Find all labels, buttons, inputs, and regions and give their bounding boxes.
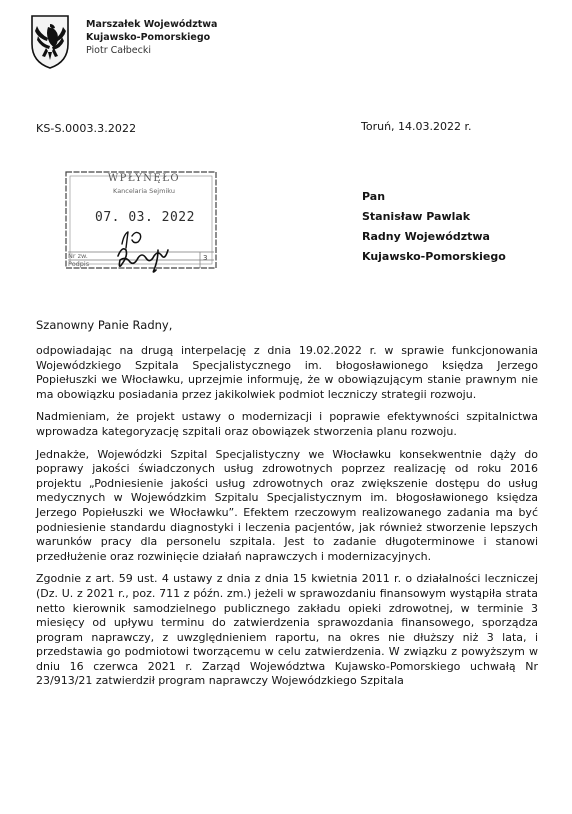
stamp-title: WPŁYNĘŁO: [107, 173, 181, 184]
header-name: Piotr Całbecki: [86, 45, 152, 56]
document-reference: KS-S.0003.3.2022: [36, 122, 137, 135]
addressee-line2: Stanisław Pawlak: [362, 210, 471, 223]
paragraph-4: Zgodnie z art. 59 ust. 4 ustawy z dnia z dnia 15 kwietnia 2011 r. o działalności leczniczej (Dz. U. z 2021 r., poz. 711 z późn. zm.) jeżeli w sprawozdaniu finansowym wystąpiła strata netto kierownik samodzielnego publicznego zakładu opieki zdrowotnej, w terminie 3 miesięcy od upływu terminu do zatwierdzenia sprawozdania finansowego, sporządza program naprawczy, z uwzględnieniem raportu, na okres nie dłuższy niż 3 lata, i przedstawia go podmiotowi tworzącemu w celu zatwierdzenia. W związku z powyższym w dniu 16 czerwca 2021 r. Zarząd Województwa Kujawsko-Pomorskiego uchwałą Nr 23/913/21 zatwierdził program naprawczy Wojewódzkiego Szpitala: [36, 572, 538, 688]
paragraph-2: Nadmieniam, że projekt ustawy o modernizacji i poprawie efektywności szpitalnictwa wprowadza kategoryzację szpitali oraz obowiązek stworzenia planu rozwoju.: [36, 410, 538, 438]
addressee-line3: Radny Województwa: [362, 230, 490, 243]
paragraph-1: odpowiadając na drugą interpelację z dnia 19.02.2022 r. w sprawie funkcjonowania Wojewódzkiego Szpitala Specjalistycznego im. błogosławionego księdza Jerzego Popiełuszki we Włocławku, uprzejmie informuję, że w obowiązującym stanie prawnym nie ma obowiązku posiadania przez jakikolwiek podmiot leczniczy strategii rozwoju.: [36, 344, 538, 401]
stamp-label-1: Nr zw.: [68, 252, 88, 260]
place-date: Toruń, 14.03.2022 r.: [361, 120, 472, 133]
header-title-line1: Marszałek Województwa: [86, 19, 218, 30]
letter-body: [36, 344, 538, 697]
header-title-line2: Kujawsko-Pomorskiego: [86, 32, 211, 43]
handwritten-signature: [108, 226, 180, 276]
paragraph-3: Jednakże, Wojewódzki Szpital Specjalistyczny we Włocławku konsekwentnie dąży do poprawy jakości świadczonych usług zdrowotnych poprzez realizację od roku 2016 projektu „Podniesienie jakości usług zdrowotnych oraz zwiększenie dostępu do usług medycznych w Wojewódzkim Szpitalu Specjalistycznym im. błogosławionego księdza Jerzego Popiełuszki we Włocławku”. Efektem rzeczowym realizowanego zadania ma być podniesienie standardu diagnostyki i leczenia pacjentów, jak również stworzenie lepszych warunków pracy dla personelu szpitala. Jest to zadanie długoterminowe i stanowi przedłużenie oraz rozwinięcie działań naprawczych i modernizacyjnych.: [36, 447, 538, 563]
stamp-subtitle: Kancelaria Sejmiku: [113, 187, 175, 195]
stamp-date: 07. 03. 2022: [95, 210, 195, 225]
stamp-label-2: Podpis: [68, 260, 90, 268]
salutation: Szanowny Panie Radny,: [36, 318, 173, 332]
eagle-crest-icon: [28, 14, 72, 70]
stamp-number: 3: [203, 254, 208, 262]
addressee-line1: Pan: [362, 190, 386, 203]
addressee-line4: Kujawsko-Pomorskiego: [362, 250, 506, 263]
